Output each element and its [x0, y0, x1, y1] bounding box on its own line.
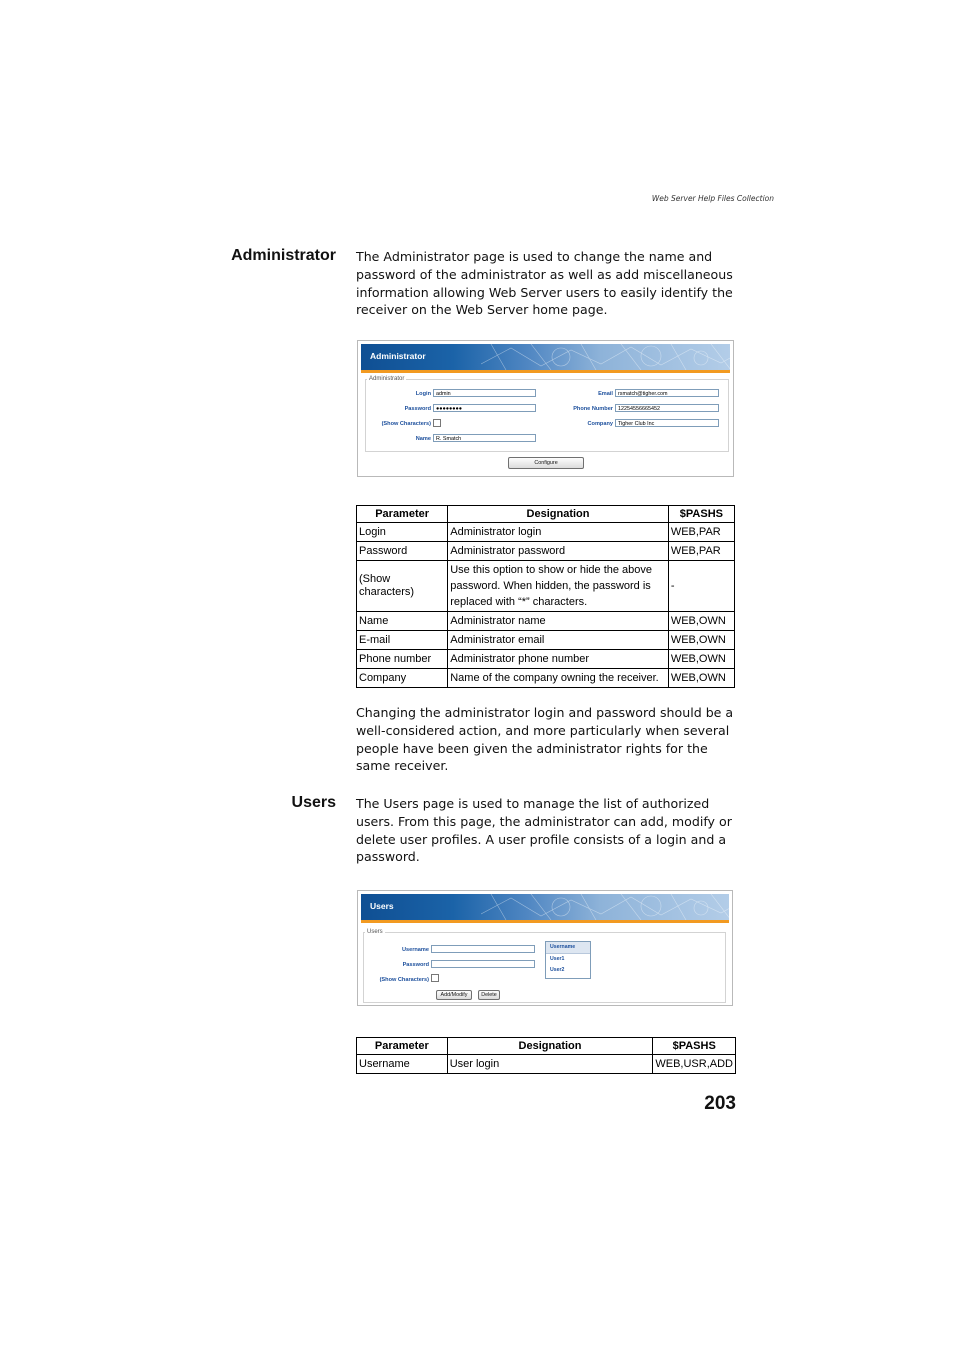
header-pashs: $PASHS — [668, 506, 734, 523]
add-modify-button[interactable]: Add/Modify — [436, 990, 472, 1000]
users-banner — [361, 894, 729, 923]
table-row: (Show characters) Use this option to show or hide the above password. When hidden, the password is replaced with “*” characters. - — [357, 561, 735, 612]
map-pattern-icon — [481, 344, 730, 370]
running-header: Web Server Help Files Collection — [651, 194, 774, 203]
administrator-note: Changing the administrator login and password should be a well-considered action, and more particularly when several people have been given the administrator rights for the same receiver. — [356, 705, 734, 774]
list-item[interactable]: User1 — [550, 956, 565, 962]
login-input[interactable]: admin — [433, 389, 536, 397]
name-input[interactable]: R. Smatch — [433, 434, 536, 442]
username-label: Username — [401, 947, 429, 953]
list-header: Username — [546, 942, 590, 954]
table-row: Username User login WEB,USR,ADD — [357, 1055, 736, 1074]
phone-number-input[interactable]: 12254556665452 — [615, 404, 719, 412]
administrator-parameter-table — [356, 505, 735, 688]
header-designation: Designation — [448, 506, 669, 523]
show-characters-label: (Show Characters) — [381, 421, 431, 427]
company-input[interactable]: Tigher Club Inc — [615, 419, 719, 427]
administrator-banner — [361, 344, 730, 373]
show-characters-label: (Show Characters) — [379, 977, 429, 983]
table-row: Login Administrator login WEB,PAR — [357, 523, 735, 542]
users-intro: The Users page is used to manage the list of authorized users. From this page, the administrator can add, modify or delete user profiles. A user profile consists of a login and a password. — [356, 796, 732, 865]
table-row: Password Administrator password WEB,PAR — [357, 542, 735, 561]
show-characters-checkbox[interactable] — [431, 974, 439, 982]
users-screenshot — [357, 890, 733, 1006]
users-listbox[interactable] — [545, 941, 591, 979]
email-label: Email — [598, 391, 613, 397]
name-label: Name — [415, 436, 431, 442]
email-input[interactable]: rsmatch@tigher.com — [615, 389, 719, 397]
show-characters-checkbox[interactable] — [433, 419, 441, 427]
fieldset-legend: Administrator — [369, 376, 405, 382]
header-designation: Designation — [447, 1038, 653, 1055]
table-row: Company Name of the company owning the receiver. WEB,OWN — [357, 669, 735, 688]
header-pashs: $PASHS — [653, 1038, 736, 1055]
phone-number-label: Phone Number — [573, 406, 613, 412]
table-row: E-mail Administrator email WEB,OWN — [357, 631, 735, 650]
login-label: Login — [415, 391, 431, 397]
password-input[interactable]: ●●●●●●●● — [433, 404, 536, 412]
page-number: 203 — [704, 1093, 736, 1114]
fieldset-legend: Users — [367, 929, 383, 935]
administrator-screenshot — [357, 340, 734, 477]
table-row: Name Administrator name WEB,OWN — [357, 612, 735, 631]
password-label: Password — [402, 962, 429, 968]
banner-title: Administrator — [370, 351, 426, 361]
banner-title: Users — [370, 901, 394, 911]
company-label: Company — [587, 421, 613, 427]
administrator-intro: The Administrator page is used to change the name and password of the administrator as well as add miscellaneous information allowing Web Server users to easily identify the receiver on the Web Server home page. — [356, 249, 733, 318]
list-item[interactable]: User2 — [550, 967, 565, 973]
users-heading: Users — [291, 794, 336, 811]
password-input[interactable] — [431, 960, 535, 968]
header-parameter: Parameter — [357, 506, 448, 523]
users-parameter-table — [356, 1037, 736, 1074]
table-row: Phone number Administrator phone number WEB,OWN — [357, 650, 735, 669]
map-pattern-icon — [481, 894, 729, 920]
delete-button[interactable]: Delete — [478, 990, 500, 1000]
username-input[interactable] — [431, 945, 535, 953]
password-label: Password — [404, 406, 431, 412]
header-parameter: Parameter — [357, 1038, 448, 1055]
administrator-heading: Administrator — [231, 247, 336, 264]
configure-button[interactable]: Configure — [508, 457, 584, 469]
